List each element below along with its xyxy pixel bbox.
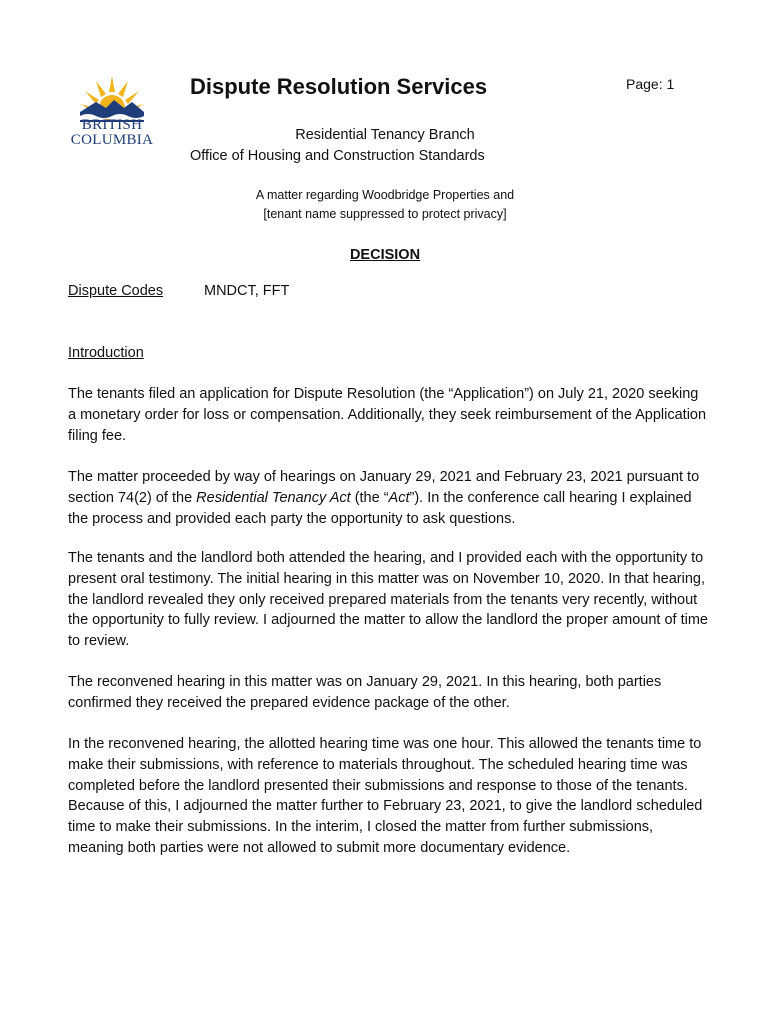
page-number: Page: 1 bbox=[626, 76, 675, 92]
paragraph-2-part-c: ”). In the conference call hearing I explained the process and provided each party the opportunity to ask questions. bbox=[68, 489, 692, 527]
act-name: Residential Tenancy Act bbox=[196, 489, 351, 506]
decision-heading: DECISION bbox=[349, 247, 421, 263]
paragraph-4: The reconvened hearing in this matter was on January 29, 2021. In this hearing, both parties confirmed they received the prepared evidence package of the other. bbox=[68, 674, 662, 711]
logo-line-columbia: COLUMBIA bbox=[70, 132, 154, 148]
paragraph-3: The tenants and the landlord both attended the hearing, and I provided each with the opportunity to present oral testimony. The initial hearing in this matter was on November 10, 2020. In that hearing, the landlord revealed they only received prepared materials from the tenants very recently, without the opportunity to fully review. I adjourned the matter to allow the landlord the proper amount of time to review. bbox=[68, 550, 708, 650]
dispute-codes-value: MNDCT, FFT bbox=[204, 283, 290, 299]
logo-line-british: BRITISH bbox=[81, 117, 143, 133]
act-short-name: Act bbox=[388, 489, 410, 506]
paragraph-5: In the reconvened hearing, the allotted hearing time was one hour. This allowed the tenants time to make their submissions, with reference to materials throughout. The scheduled hearing time was completed before the landlord presented their submissions and response to those of the tenants. Because of this, I adjourned the matter further to February 23, 2021, to give the landlord scheduled time to make their submissions. In the interim, I closed the matter from further submissions, meaning both parties were not allowed to submit more documentary evidence. bbox=[68, 736, 703, 856]
introduction-heading: Introduction bbox=[68, 345, 144, 361]
paragraph-2-part-b: (the “ bbox=[350, 489, 389, 506]
paragraph-2-part-a: The matter proceeded by way of hearings on January 29, 2021 and February 23, 2021 pursuant to section 74(2) of the bbox=[68, 469, 700, 506]
matter-line-2: [tenant name suppressed to protect privacy] bbox=[263, 207, 507, 221]
office-name: Office of Housing and Construction Standards bbox=[190, 148, 485, 164]
matter-line-1: A matter regarding Woodbridge Properties and bbox=[255, 188, 515, 202]
page-title: Dispute Resolution Services bbox=[190, 74, 488, 99]
dispute-codes-label: Dispute Codes bbox=[68, 283, 164, 299]
paragraph-1: The tenants filed an application for Dispute Resolution (the “Application”) on July 21, 2020 seeking a monetary order for loss or compensation. Additionally, they seek reimbursement of the Application filing fee. bbox=[68, 386, 707, 444]
paragraph-2 bbox=[68, 467, 708, 529]
branch-name: Residential Tenancy Branch bbox=[295, 127, 475, 143]
